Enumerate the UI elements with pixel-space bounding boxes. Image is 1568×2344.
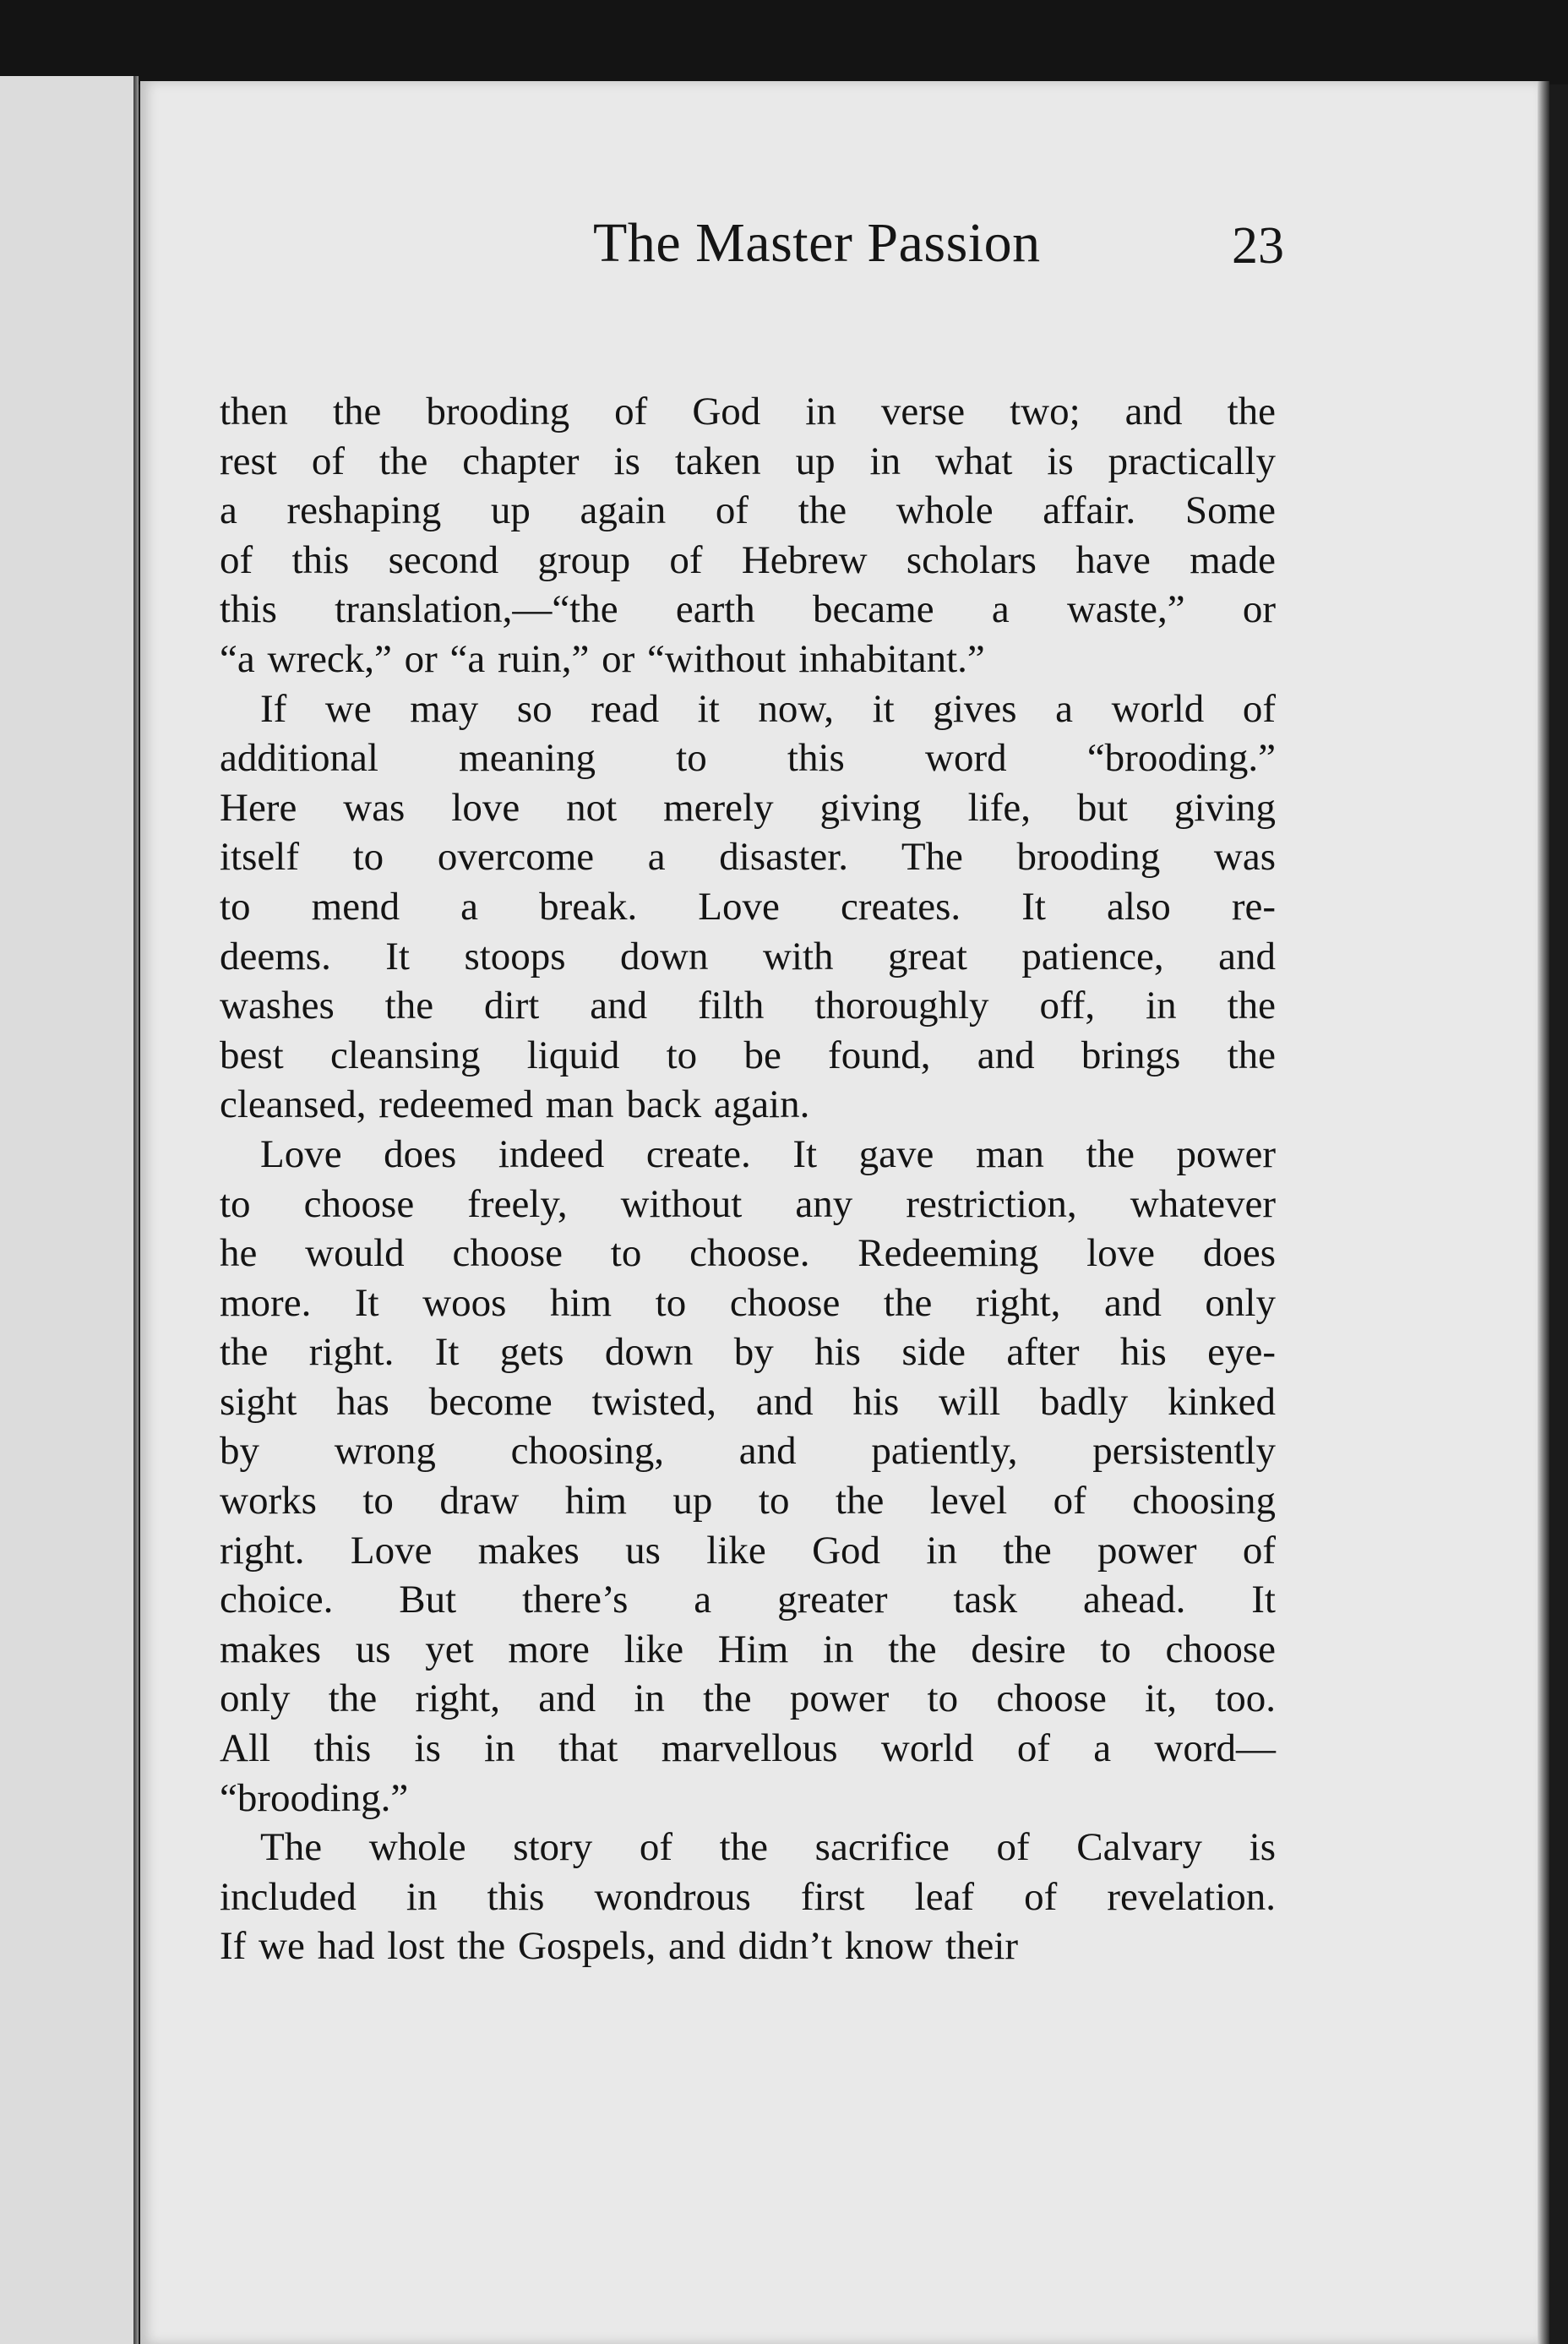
text-line: itself to overcome a disaster. The brooding was — [220, 835, 1276, 880]
text-line: best cleansing liquid to be found, and brings the — [220, 1033, 1276, 1077]
text-line: Love does indeed create. It gave man the power — [260, 1131, 1276, 1176]
running-title: The Master Passion — [593, 212, 1041, 274]
text-line: works to draw him up to the level of choosing — [220, 1479, 1276, 1524]
text-line: of this second group of Hebrew scholars have made — [220, 537, 1276, 582]
text-line: included in this wondrous first leaf of revelation. — [220, 1874, 1276, 1919]
page-number: 23 — [1232, 217, 1284, 275]
text-line: he would choose to choose. Redeeming love does — [220, 1231, 1276, 1276]
facing-page-edge — [0, 76, 136, 2344]
paragraph — [220, 387, 1276, 684]
body-text — [220, 387, 1276, 1971]
text-line: by wrong choosing, and patiently, persistently — [220, 1429, 1276, 1474]
paragraph — [220, 1823, 1276, 1971]
scan-background — [0, 0, 1568, 84]
text-line: a reshaping up again of the whole affair. Some — [220, 488, 1276, 533]
text-line: Here was love not merely giving life, but giving — [220, 785, 1276, 830]
text-line: only the right, and in the power to choose it, too. — [220, 1676, 1276, 1721]
running-head — [220, 211, 1284, 296]
text-line: If we may so read it now, it gives a world of — [260, 686, 1276, 731]
text-line: to mend a break. Love creates. It also re- — [220, 884, 1276, 929]
text-line: “a wreck,” or “a ruin,” or “without inhabitant.” — [220, 636, 985, 681]
text-line: deems. It stoops down with great patience, and — [220, 934, 1276, 978]
text-line: washes the dirt and filth thoroughly off, in the — [220, 984, 1276, 1028]
text-line: sight has become twisted, and his will badly kinked — [220, 1379, 1276, 1424]
text-line: additional meaning to this word “brooding.” — [220, 736, 1276, 781]
text-line: If we had lost the Gospels, and didn’t know their — [220, 1924, 1019, 1969]
paragraph — [220, 684, 1276, 1130]
paragraph — [220, 1130, 1276, 1823]
text-line: to choose freely, without any restriction, whatever — [220, 1181, 1276, 1226]
page-edge-shadow — [1538, 81, 1549, 2344]
text-line: this translation,—“the earth became a waste,” or — [220, 587, 1276, 632]
text-line: “brooding.” — [220, 1775, 409, 1820]
text-line: All this is in that marvellous world of a word— — [220, 1726, 1276, 1771]
text-line: cleansed, redeemed man back again. — [220, 1082, 810, 1127]
text-line: The whole story of the sacrifice of Calvary is — [260, 1825, 1276, 1870]
text-line: right. Love makes us like God in the power of — [220, 1528, 1276, 1573]
text-line: the right. It gets down by his side after his eye- — [220, 1330, 1276, 1375]
text-line: makes us yet more like Him in the desire to choose — [220, 1627, 1276, 1671]
text-line: choice. But there’s a greater task ahead. It — [220, 1578, 1276, 1622]
text-line: more. It woos him to choose the right, and only — [220, 1280, 1276, 1325]
text-line: then the brooding of God in verse two; and the — [220, 390, 1276, 433]
text-line: rest of the chapter is taken up in what is practically — [220, 439, 1276, 483]
